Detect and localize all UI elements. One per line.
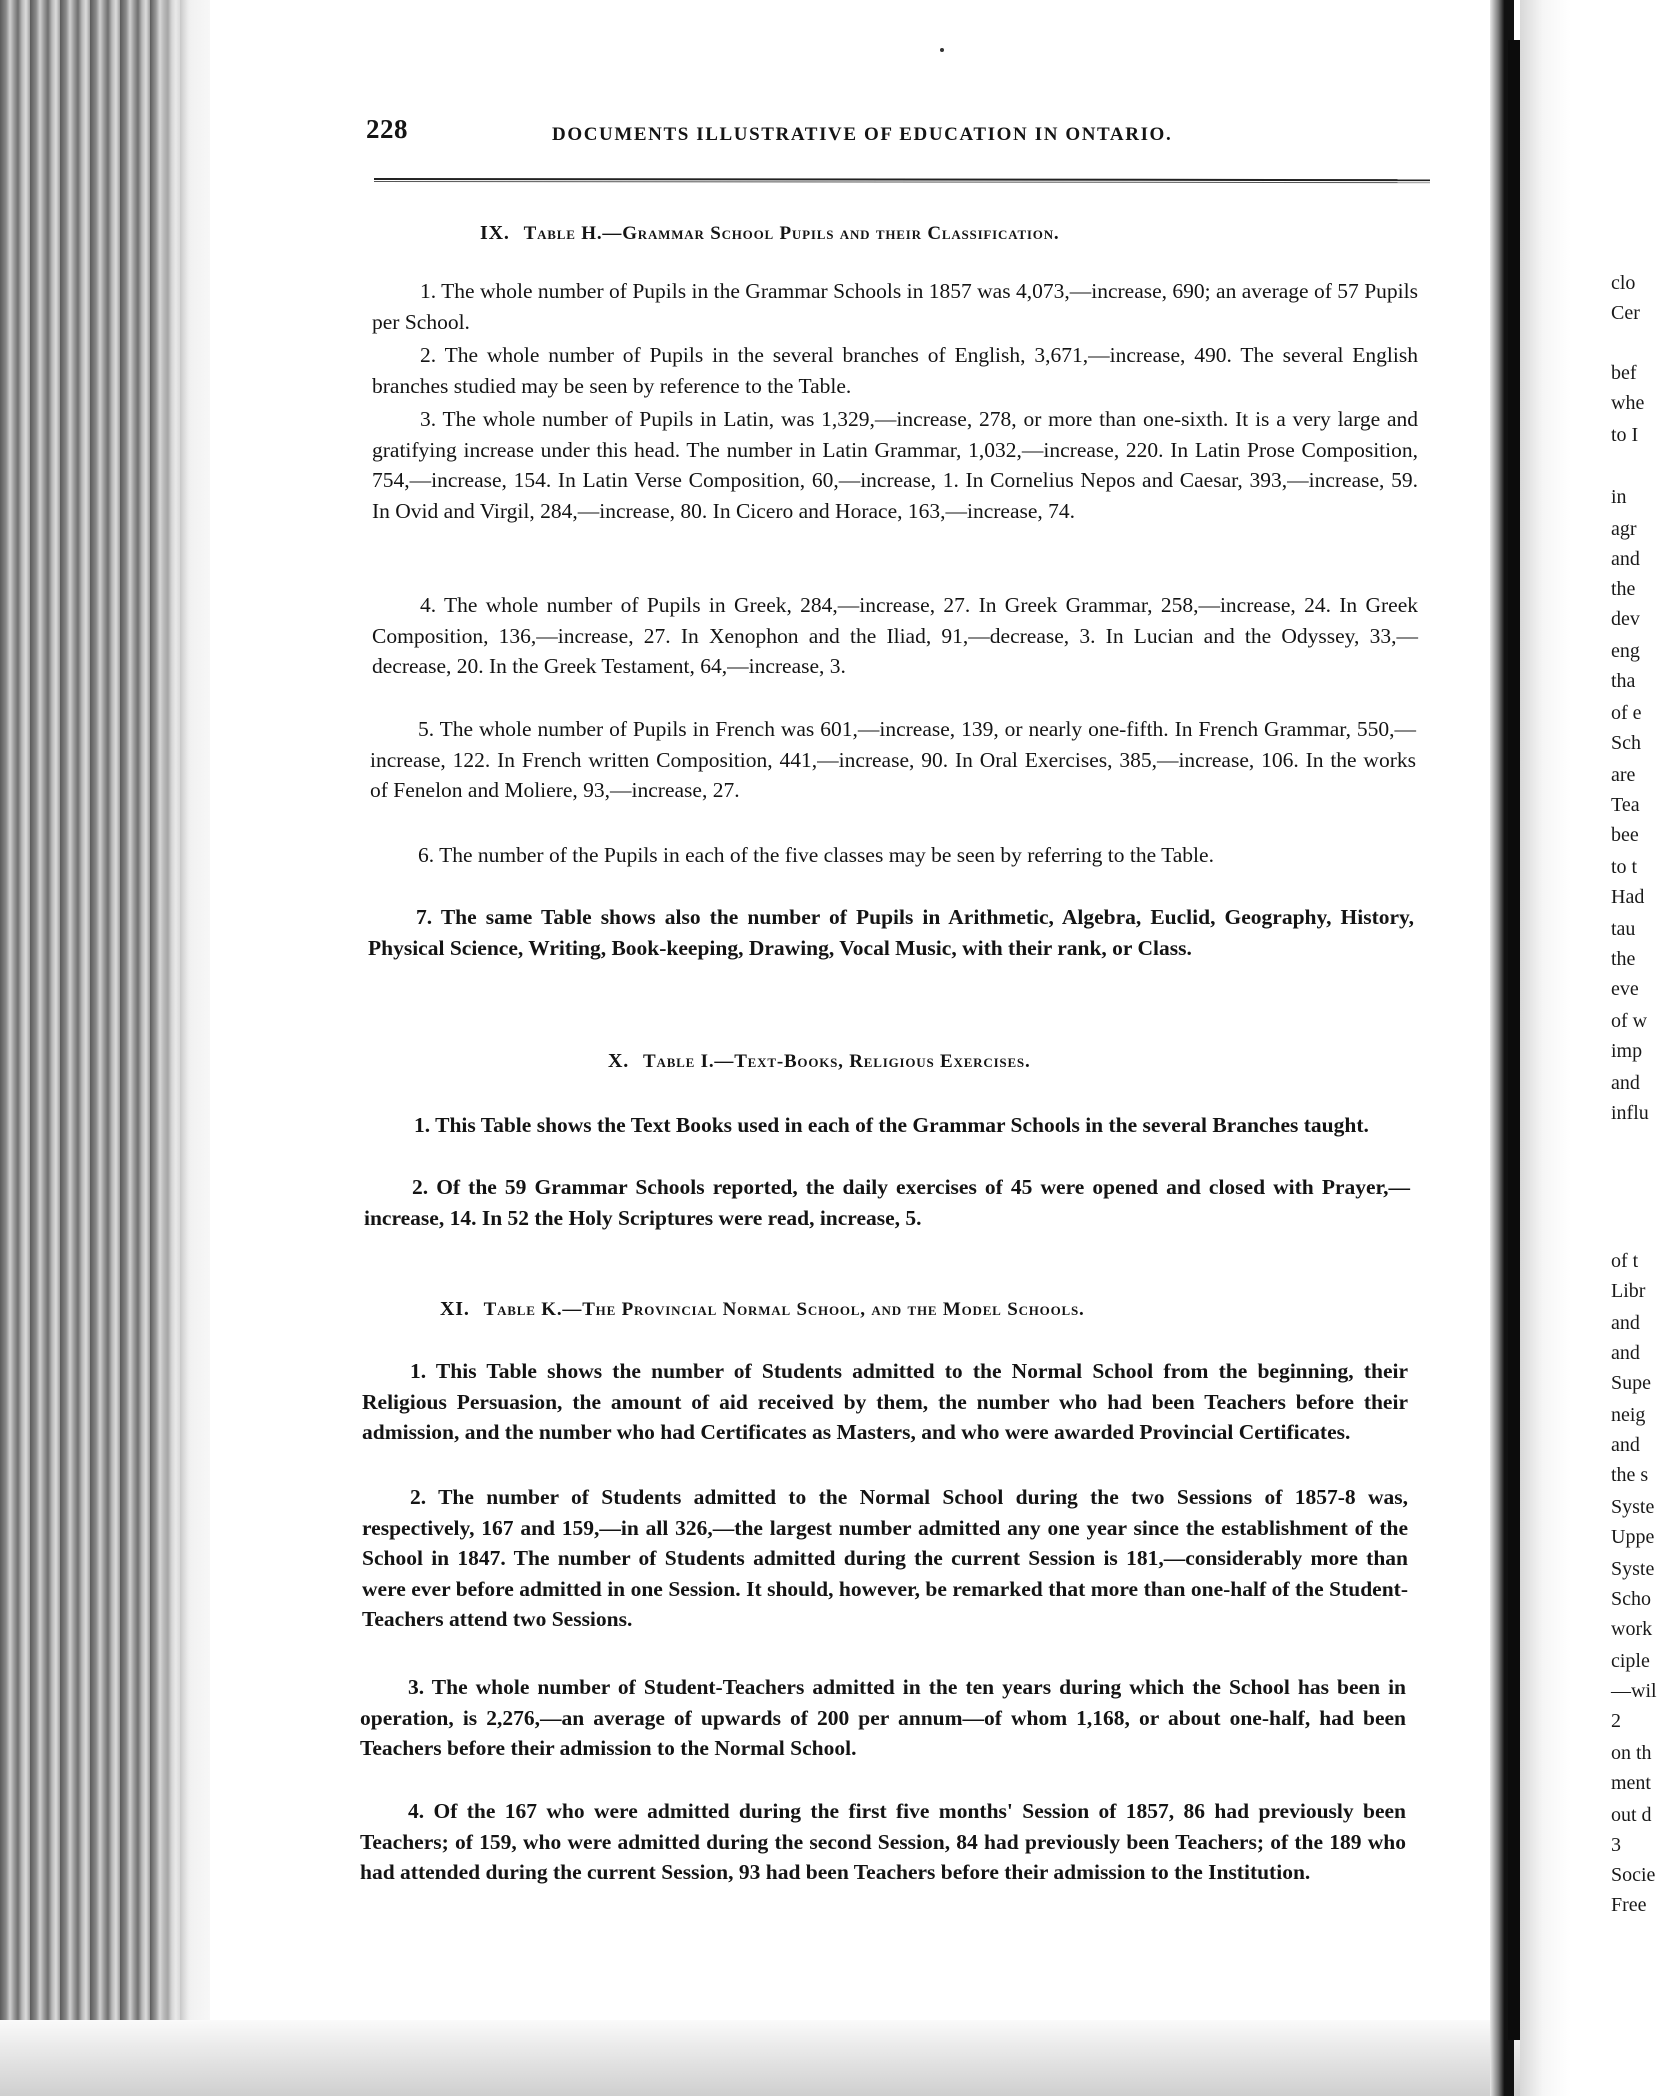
right-page-fragment: and xyxy=(1611,1072,1640,1094)
section-heading-x xyxy=(608,1050,1031,1073)
right-page-fragment: Syste xyxy=(1611,1496,1655,1518)
right-page-fragment: Sch xyxy=(1611,732,1641,754)
right-page-fragment: the xyxy=(1611,578,1636,600)
right-page-fragment: of e xyxy=(1611,702,1642,724)
right-page-fragment: the xyxy=(1611,948,1636,970)
right-page-fragment: clo xyxy=(1611,272,1636,294)
right-page-fragment: work xyxy=(1611,1618,1653,1640)
right-page-fragment: Socie xyxy=(1611,1864,1656,1886)
right-page-fragment: and xyxy=(1611,1434,1640,1456)
book-gutter-shadow xyxy=(1508,40,1520,2040)
page-bottom-shadow xyxy=(0,2020,1520,2096)
paragraph: 6. The number of the Pupils in each of the five classes may be seen by referring to the Table. xyxy=(418,843,1214,867)
right-page-fragment: Libr xyxy=(1611,1280,1646,1302)
paragraph: 4. The whole number of Pupils in Greek, 284,—increase, 27. In Greek Grammar, 258,—increase, 24. In Greek Composition, 136,—increase, 27. In Xenophon and the Iliad, 91,—decrease, 3. In Lucian and the Odyssey, 33,—decrease, 20. In the Greek Testament, 64,—increase, 3. xyxy=(372,593,1418,678)
right-page-fragment: whe xyxy=(1611,392,1645,414)
running-title: DOCUMENTS ILLUSTRATIVE OF EDUCATION IN ONTARIO. xyxy=(552,124,1173,145)
right-page-fragment: tau xyxy=(1611,918,1636,940)
right-page-fragment: —wil xyxy=(1611,1680,1657,1702)
paragraph: 4. Of the 167 who were admitted during the first five months' Session of 1857, 86 had previously been Teachers; of 159, who were admitted during the second Session, 84 had previously been Teachers; of the 189 who had attended during the current Session, 93 had been Teachers before their admission to the Institution. xyxy=(360,1799,1406,1884)
paragraph: 3. The whole number of Student-Teachers admitted in the ten years during which the School has been in operation, is 2,276,—an average of upwards of 200 per annum—of whom 1,168, or about one-half, had been Teachers before their admission to the Normal School. xyxy=(360,1675,1406,1760)
right-page-fragment: and xyxy=(1611,1342,1640,1364)
paragraph: 3. The whole number of Pupils in Latin, was 1,329,—increase, 278, or more than one-sixth. It is a very large and gratifying increase under this head. The number in Latin Grammar, 1,032,—increase, 220. In Latin Prose Composition, 754,—increase, 154. In Latin Verse Composition, 60,—increase, 1. In Cornelius Nepos and Caesar, 393,—increase, 59. In Ovid and Virgil, 284,—increase, 80. In Cicero and Horace, 163,—increase, 74. xyxy=(372,407,1418,523)
right-page-fragment: tha xyxy=(1611,670,1636,692)
right-page-fragment: eng xyxy=(1611,640,1640,662)
right-page-fragment: are xyxy=(1611,764,1636,786)
right-page-fragment: Free xyxy=(1611,1894,1647,1916)
right-page-fragment: Supe xyxy=(1611,1372,1651,1394)
right-page-fragment: and xyxy=(1611,1312,1640,1334)
section-heading-xi xyxy=(440,1298,1085,1321)
right-page-fragment: Had xyxy=(1611,886,1645,908)
section-title: Table H.—Grammar School Pupils and their Classification. xyxy=(523,223,1060,244)
right-page-fragment: imp xyxy=(1611,1040,1643,1062)
paragraph: 2. The whole number of Pupils in the several branches of English, 3,671,—increase, 490. The several English branches studied may be seen by reference to the Table. xyxy=(372,343,1418,398)
right-page-fragment: agr xyxy=(1611,518,1637,540)
right-page-fragment: bee xyxy=(1611,824,1639,846)
section-heading-ix xyxy=(480,222,1059,245)
right-page-fragment: dev xyxy=(1611,608,1640,630)
page-edge-fade xyxy=(150,0,210,2096)
right-page-fragment: to I xyxy=(1611,424,1639,446)
right-page-fragment: in xyxy=(1611,486,1627,508)
right-page-fragment: Scho xyxy=(1611,1588,1651,1610)
right-page-fragment: to t xyxy=(1611,856,1638,878)
section-numeral: IX. xyxy=(480,222,510,244)
right-page-fragment: ment xyxy=(1611,1772,1651,1794)
paragraph: 2. Of the 59 Grammar Schools reported, the daily exercises of 45 were opened and closed with Prayer,—increase, 14. In 52 the Holy Scriptures were read, increase, 5. xyxy=(364,1175,1410,1230)
right-page-fragment: bef xyxy=(1611,362,1637,384)
paragraph: 1. This Table shows the number of Students admitted to the Normal School from the beginning, their Religious Persuasion, the amount of aid received by them, the number who had been Teachers before their admission, and the number who had Certificates as Masters, and who were awarded Provincial Certificates. xyxy=(362,1359,1408,1444)
paragraph: 1. The whole number of Pupils in the Grammar Schools in 1857 was 4,073,—increase, 690; an average of 57 Pupils per School. xyxy=(372,279,1418,334)
paragraph: 7. The same Table shows also the number of Pupils in Arithmetic, Algebra, Euclid, Geography, History, Physical Science, Writing, Book-keeping, Drawing, Vocal Music, with their rank, or Class. xyxy=(368,905,1414,960)
section-title: Table K.—The Provincial Normal School, and the Model Schools. xyxy=(483,1299,1085,1320)
paragraph: 1. This Table shows the Text Books used in each of the Grammar Schools in the several Branches taught. xyxy=(414,1113,1369,1137)
right-page-fragment: and xyxy=(1611,548,1640,570)
right-page-fragment: eve xyxy=(1611,978,1639,1000)
section-numeral: XI. xyxy=(440,1298,470,1320)
right-page-fragment: 3 xyxy=(1611,1834,1621,1856)
right-page-fragment: influ xyxy=(1611,1102,1649,1124)
right-page-fragment: out d xyxy=(1611,1804,1652,1826)
paragraph: 2. The number of Students admitted to the Normal School during the two Sessions of 1857-8 was, respectively, 167 and 159,—in all 326,—the largest number admitted any one year since the establishment of the School in 1847. The number of Students admitted during the current Session is 181,—considerably more than were ever before admitted in one Session. It should, however, be remarked that more than one-half of the Student-Teachers attend two Sessions. xyxy=(362,1485,1408,1631)
paragraph: 5. The whole number of Pupils in French was 601,—increase, 139, or nearly one-fifth. In French Grammar, 550,—increase, 122. In French written Composition, 441,—increase, 90. In Oral Exercises, 385,—increase, 106. In the works of Fenelon and Moliere, 93,—increase, 27. xyxy=(370,717,1416,802)
right-page-fragment: Uppe xyxy=(1611,1526,1655,1548)
right-page-fragment: of t xyxy=(1611,1250,1639,1272)
speck xyxy=(940,48,944,52)
section-numeral: X. xyxy=(608,1050,630,1072)
right-page-fragment: of w xyxy=(1611,1010,1648,1032)
right-page-fragment: neig xyxy=(1611,1404,1646,1426)
right-page-fragment: the s xyxy=(1611,1464,1649,1486)
right-page-fragment: Tea xyxy=(1611,794,1640,816)
right-page-fragment: Cer xyxy=(1611,302,1640,324)
right-page-fragment: ciple xyxy=(1611,1650,1650,1672)
header-rule xyxy=(374,178,1430,183)
right-page-fragment: 2 xyxy=(1611,1710,1621,1732)
right-page-fragment: Syste xyxy=(1611,1558,1655,1580)
page-number: 228 xyxy=(366,114,408,144)
section-title: Table I.—Text-Books, Religious Exercises. xyxy=(643,1051,1031,1072)
right-page-fragment: on th xyxy=(1611,1742,1652,1764)
